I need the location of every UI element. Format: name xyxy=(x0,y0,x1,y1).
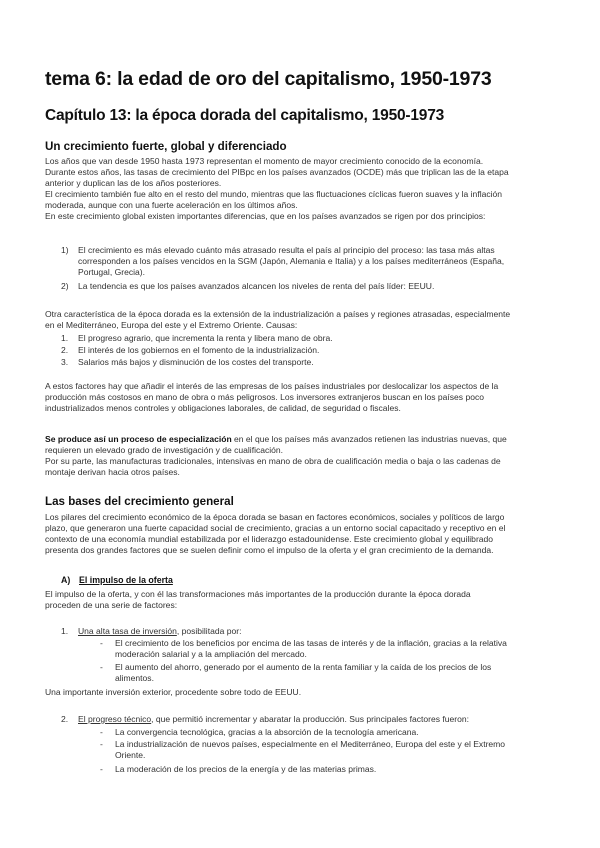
text-line: Los pilares del crecimiento económico de la época dorada se basan en factores económicos, sociales y políticos de largo xyxy=(45,512,505,522)
section-heading-bases: Las bases del crecimiento general xyxy=(45,495,234,508)
document-title: tema 6: la edad de oro del capitalismo, 1950-1973 xyxy=(45,68,492,90)
text-line: contexto de una economía mundial estabilizada por el liderazgo estadounidense. Este crecimiento global y equilibrado xyxy=(45,534,494,544)
bullet-item xyxy=(115,764,376,775)
text-line: La tendencia es que los países avanzados alcancen los niveles de renta del país líder: EEUU. xyxy=(78,281,435,291)
factors-paragraph xyxy=(45,381,565,414)
bullet-item xyxy=(115,739,505,761)
text-line: producción más costosos en mano de obra o más peligrosos. Los inversores extranjeros buscan en los países poco xyxy=(45,392,484,402)
text-fragment: en el que los países más avanzados retienen las industrias nuevas, que xyxy=(231,434,507,444)
underlined-term: El progreso técnico xyxy=(78,714,152,724)
cause-item: El interés de los gobiernos en el fomento de la industrialización. xyxy=(78,345,320,355)
underlined-term: Una alta tasa de inversión xyxy=(78,626,177,636)
bullet-dash: - xyxy=(100,764,103,774)
text-line: corresponden a los países vencidos en la SGM (Japón, Alemania e Italia) y a los países mediterráneos (España, xyxy=(78,256,505,266)
text-line: moderación salarial y a la ampliación del mercado. xyxy=(115,649,307,659)
text-line: Oriente. xyxy=(115,750,146,760)
subsection-letter: A) xyxy=(61,575,71,585)
text-line: Durante estos años, las tasas de crecimiento del PIBpc en los países avanzados (OCDE) más que triplican las de la etapa xyxy=(45,167,509,177)
text-line: La convergencia tecnológica, gracias a la absorción de la tecnología americana. xyxy=(115,727,419,737)
text-line: Portugal, Grecia). xyxy=(78,267,145,277)
text-line: El aumento del ahorro, generado por el aumento de la renta familiar y la caída de los precios de los xyxy=(115,662,492,672)
text-line: presenta dos grandes factores que se suelen definir como el impulso de la oferta y el gran crecimiento de la demanda. xyxy=(45,545,494,555)
text-line: El crecimiento de los beneficios por encima de las tasas de interés y de la inflación, gracias a la relativa xyxy=(115,638,507,648)
investment-item xyxy=(78,626,241,637)
text-line xyxy=(45,434,565,445)
text-line: El crecimiento también fue alto en el resto del mundo, mientras que las fluctuaciones cíclicas fueron suaves y la inflación xyxy=(45,189,503,199)
text-line: El crecimiento es más elevado cuánto más atrasado resulta el país al principio del proceso: las tasa más altas xyxy=(78,245,495,255)
text-line: montaje derivan hacia otros países. xyxy=(45,467,180,477)
text-line: La moderación de los precios de la energía y de las materias primas. xyxy=(115,764,377,774)
text-line: Por su parte, las manufacturas tradicionales, intensivas en mano de obra de cualificación media o baja o las cadenas de xyxy=(45,456,501,466)
text-line: proceden de una serie de factores: xyxy=(45,600,178,610)
bullet-dash: - xyxy=(100,638,103,648)
section-heading-growth: Un crecimiento fuerte, global y diferenciado xyxy=(45,140,287,153)
bullet-dash: - xyxy=(100,727,103,737)
chapter-heading: Capítulo 13: la época dorada del capitalismo, 1950-1973 xyxy=(45,107,445,124)
text-line: alimentos. xyxy=(115,673,154,683)
cause-item: Salarios más bajos y disminución de los costes del transporte. xyxy=(78,357,314,367)
text-fragment: , que permitió incrementar y abaratar la producción. Sus principales factores fueron: xyxy=(151,714,469,724)
principle-item xyxy=(78,245,504,278)
section2-intro xyxy=(45,512,565,556)
text-line: anterior y duplican las de los años posteriores. xyxy=(45,178,222,188)
text-line: Los años que van desde 1950 hasta 1973 representan el momento de mayor crecimiento conocido de la economía. xyxy=(45,156,484,166)
principle-item xyxy=(78,281,434,292)
text-line: industrializados menos controles y obligaciones laborales, de calidad, de seguridad o fiscales. xyxy=(45,403,401,413)
supply-intro xyxy=(45,589,565,611)
text-line: La industrialización de nuevos países, especialmente en el Mediterráneo, Europa del este y el Extremo xyxy=(115,739,506,749)
bullet-dash: - xyxy=(100,662,103,672)
text-line: A estos factores hay que añadir el interés de las empresas de los países industriales por deslocalizar los aspectos de la xyxy=(45,381,499,391)
section1-intro xyxy=(45,156,565,222)
list-number: 2. xyxy=(61,345,69,355)
text-line: Una importante inversión exterior, procedente sobre todo de EEUU. xyxy=(45,687,302,697)
list-number: 1) xyxy=(61,245,69,255)
list-number: 1. xyxy=(61,333,69,343)
text-fragment: , posibilitada por: xyxy=(176,626,242,636)
text-line: requieren un elevado grado de investigación y de cualificación. xyxy=(45,445,284,455)
text-line: En este crecimiento global existen importantes diferencias, que en los países avanzados se rigen por dos principios: xyxy=(45,211,486,221)
technical-progress-item xyxy=(78,714,469,725)
specialization-paragraph xyxy=(45,434,565,478)
bullet-item xyxy=(115,638,507,660)
text-line: en el Mediterráneo, Europa del este y el Extremo Oriente. Causas: xyxy=(45,320,298,330)
text-line: moderada, aunque con una fuerte aceleración en los últimos años. xyxy=(45,200,298,210)
list-number: 2) xyxy=(61,281,69,291)
subsection-heading-supply: El impulso de la oferta xyxy=(79,575,173,585)
cause-item: El progreso agrario, que incrementa la renta y libera mano de obra. xyxy=(78,333,333,343)
text-line: plazo, que generaron una fuerte capacidad social de crecimiento, gracias a un entorno social capacitado y receptivo en el xyxy=(45,523,506,533)
list-number: 2. xyxy=(61,714,69,724)
foreign-investment-line xyxy=(45,687,565,698)
bullet-item xyxy=(115,662,491,684)
bullet-dash: - xyxy=(100,739,103,749)
text-line: El impulso de la oferta, y con él las transformaciones más importantes de la producción durante la época dorada xyxy=(45,589,471,599)
bold-phrase: Se produce así un proceso de especialización xyxy=(45,434,232,444)
list-number: 1. xyxy=(61,626,69,636)
list-number: 3. xyxy=(61,357,69,367)
text-line: Otra característica de la época dorada es la extensión de la industrialización a países y regiones atrasadas, especialmente xyxy=(45,309,511,319)
industrialization-paragraph xyxy=(45,309,565,331)
bullet-item xyxy=(115,727,419,738)
